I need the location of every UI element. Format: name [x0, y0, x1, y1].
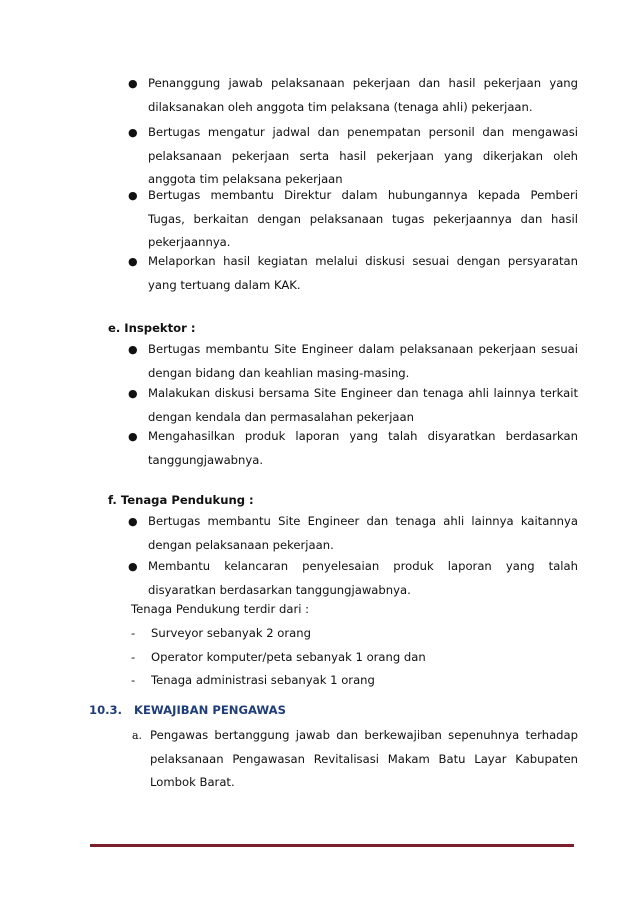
list-item-text: Tenaga administrasi sebanyak 1 orang — [151, 673, 375, 687]
list-item-text: Pengawas bertanggung jawab dan berkewajiban sepenuhnya terhadap pelaksanaan Pengawasan Revitalisasi Makam Batu Layar Kabupaten Lombok Barat. — [150, 728, 578, 789]
list-item-text: Bertugas membantu Direktur dalam hubungannya kepada Pemberi Tugas, berkaitan dengan pelaksanaan tugas pekerjaannya dan hasil pekerjaannya. — [148, 188, 578, 249]
list-item-text: Penanggung jawab pelaksanaan pekerjaan dan hasil pekerjaan yang dilaksanakan oleh anggota tim pelaksana (tenaga ahli) pekerjaan. — [148, 76, 578, 114]
list-item-text: Mengahasilkan produk laporan yang talah disyaratkan berdasarkan tanggungjawabnya. — [148, 429, 578, 467]
list-item-text: Malakukan diskusi bersama Site Engineer dan tenaga ahli lainnya terkait dengan kendala dan permasalahan pekerjaan — [148, 386, 578, 424]
dash-marker: - — [131, 673, 136, 687]
bullet-icon: ● — [128, 387, 138, 400]
list-item — [131, 673, 375, 687]
list-item — [128, 184, 578, 255]
list-item — [128, 338, 578, 385]
inspektor-heading: e. Inspektor : — [108, 321, 196, 335]
bullet-icon: ● — [128, 560, 138, 573]
list-item-text: Bertugas mengatur jadwal dan penempatan personil dan mengawasi pelaksanaan pekerjaan serta hasil pekerjaan yang dikerjakan oleh anggota tim pelaksana pekerjaan — [148, 125, 578, 186]
list-marker: a. — [132, 729, 143, 742]
list-item — [128, 250, 578, 297]
list-item — [128, 555, 578, 602]
list-item — [128, 382, 578, 429]
bullet-icon: ● — [128, 430, 138, 443]
list-item-text: Bertugas membantu Site Engineer dalam pelaksanaan pekerjaan sesuai dengan bidang dan keahlian masing-masing. — [148, 342, 578, 380]
list-item — [131, 626, 311, 640]
list-item — [128, 121, 578, 192]
bullet-icon: ● — [128, 343, 138, 356]
list-item — [128, 425, 578, 472]
bullet-icon: ● — [128, 77, 138, 90]
dash-marker: - — [131, 626, 136, 640]
list-item-text: Surveyor sebanyak 2 orang — [151, 626, 311, 640]
tenaga-pendukung-heading: f. Tenaga Pendukung : — [108, 493, 254, 507]
footer-divider — [90, 844, 574, 847]
list-item-text: Operator komputer/peta sebanyak 1 orang dan — [151, 650, 426, 664]
bullet-icon: ● — [128, 255, 138, 268]
tenaga-pendukung-intro: Tenaga Pendukung terdir dari : — [131, 602, 310, 616]
list-item — [131, 650, 426, 664]
list-item — [132, 724, 578, 795]
bullet-icon: ● — [128, 515, 138, 528]
section-number: 10.3. — [89, 703, 123, 717]
list-item-text: Membantu kelancaran penyelesaian produk laporan yang talah disyaratkan berdasarkan tanggungjawabnya. — [148, 559, 578, 597]
list-item-text: Melaporkan hasil kegiatan melalui diskusi sesuai dengan persyaratan yang tertuang dalam KAK. — [148, 254, 578, 292]
section-title: KEWAJIBAN PENGAWAS — [134, 703, 286, 717]
list-item — [128, 510, 578, 557]
list-item-text: Bertugas membantu Site Engineer dan tenaga ahli lainnya kaitannya dengan pelaksanaan pekerjaan. — [148, 514, 578, 552]
bullet-icon: ● — [128, 126, 138, 139]
bullet-icon: ● — [128, 189, 138, 202]
dash-marker: - — [131, 650, 136, 664]
list-item — [128, 72, 578, 119]
